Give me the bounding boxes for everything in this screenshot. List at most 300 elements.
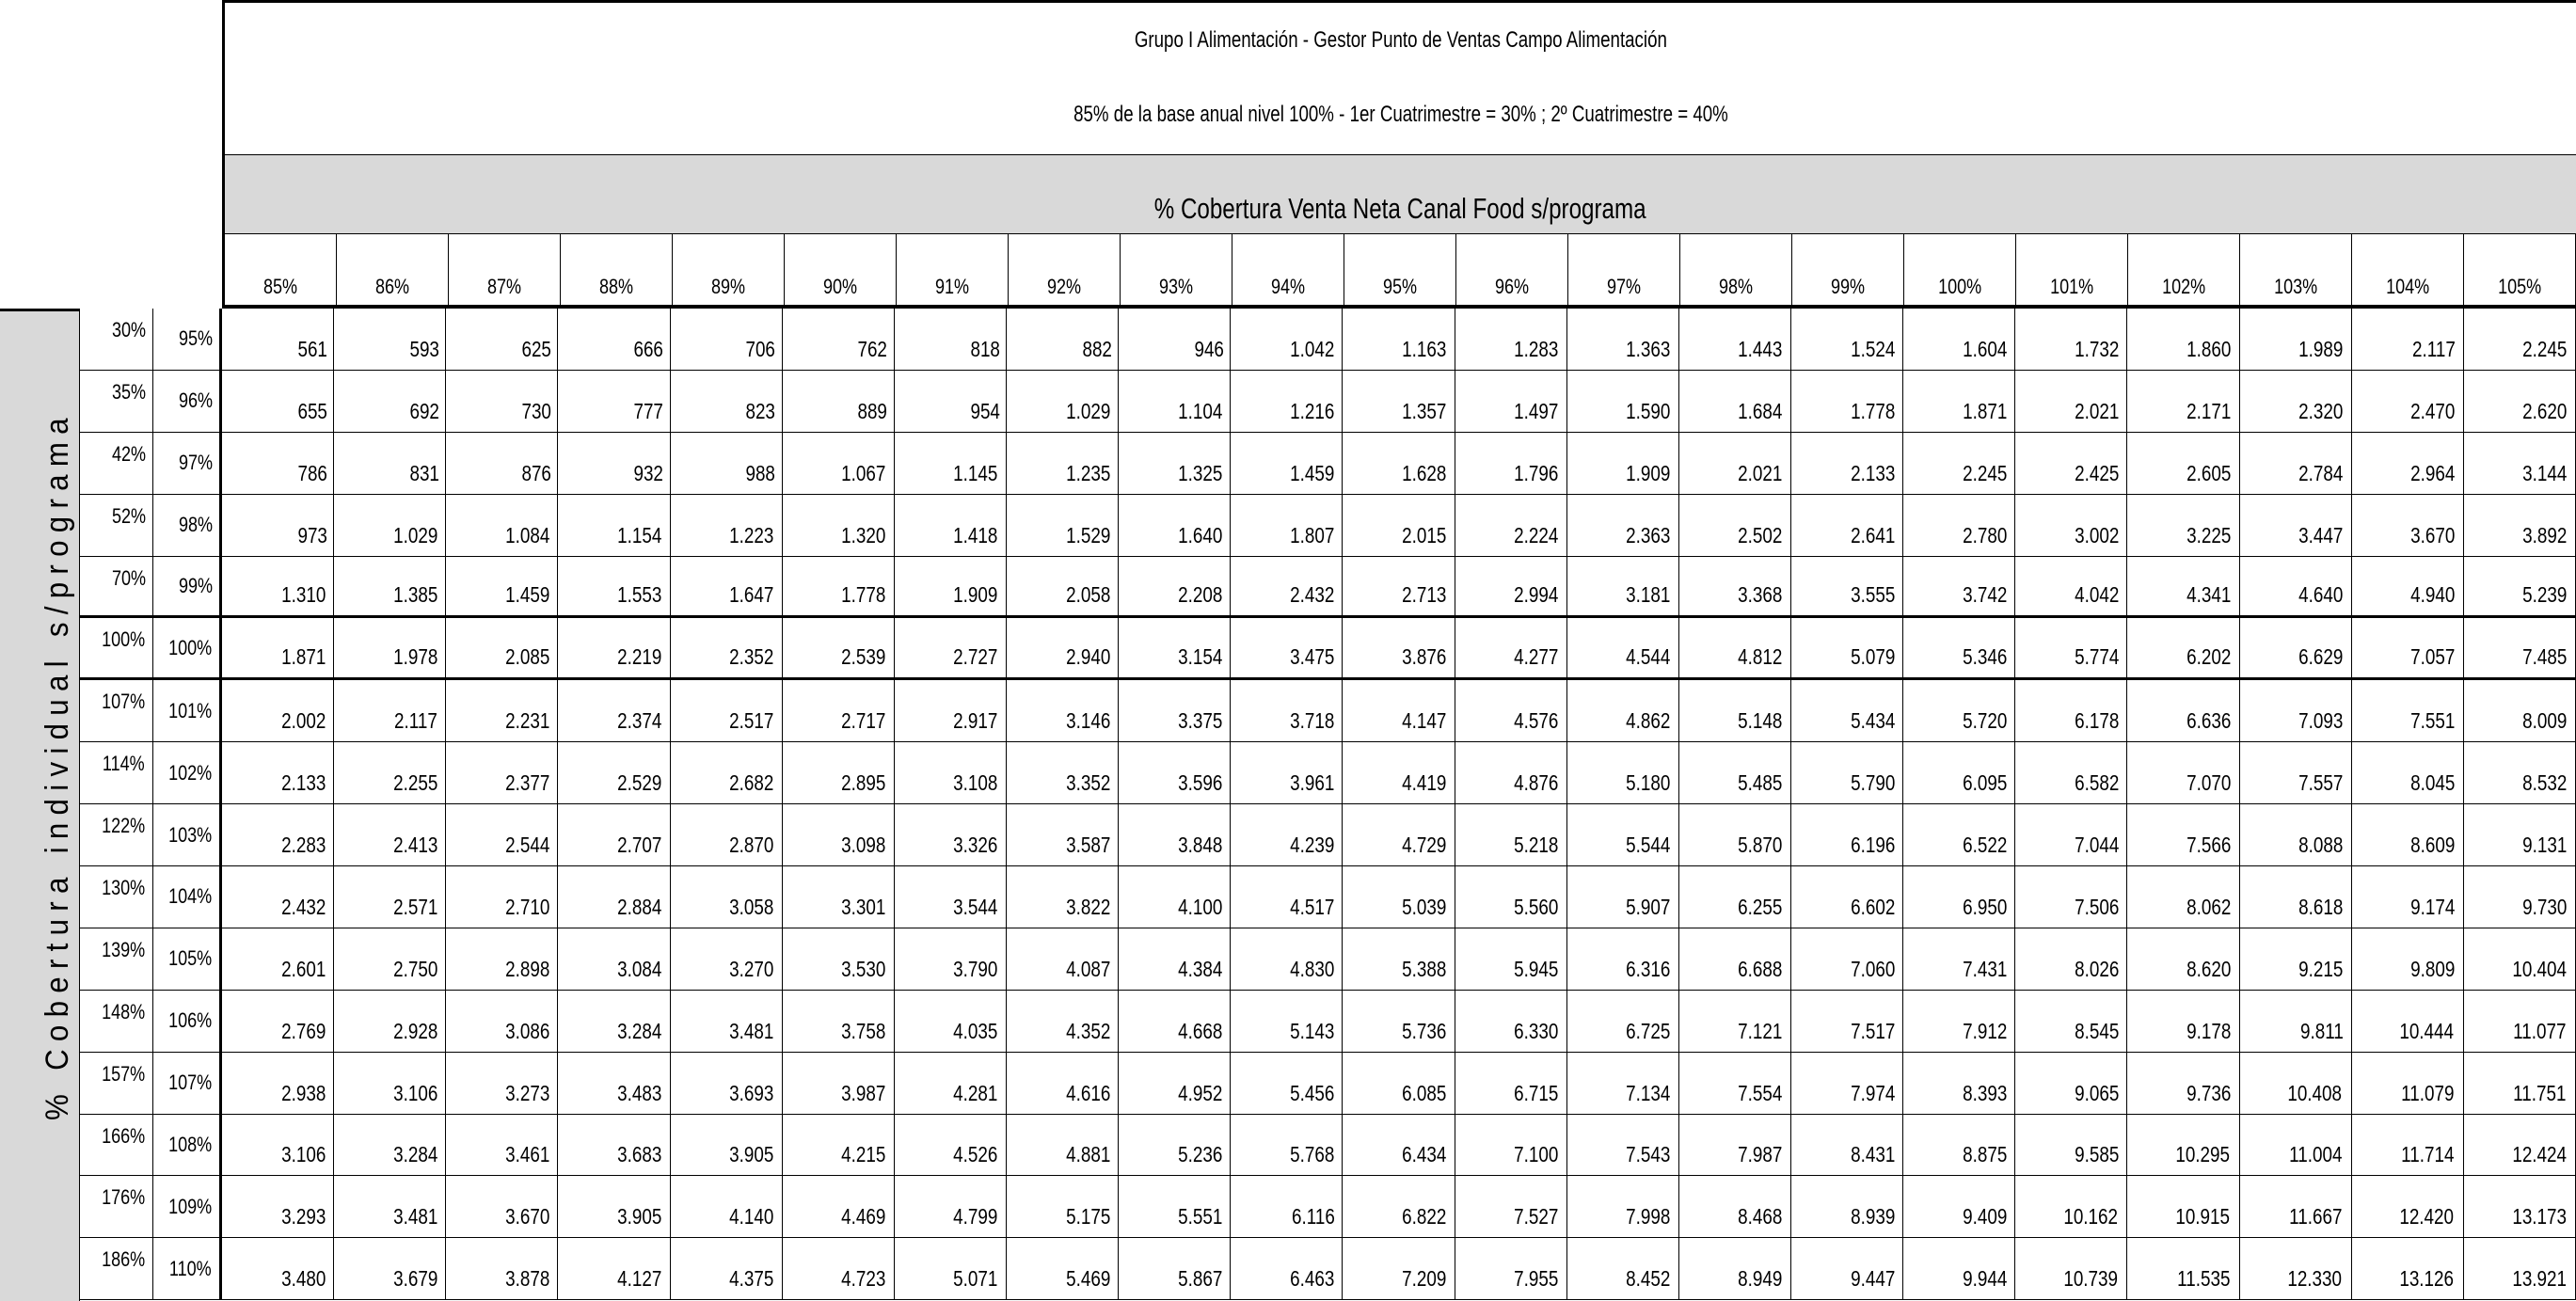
table-cell[interactable] [671,557,783,616]
table-cell[interactable] [1567,866,1679,928]
table-cell[interactable] [783,1238,895,1299]
table-cell[interactable] [1007,1053,1119,1114]
table-cell[interactable] [895,1176,1007,1237]
row-label-individual[interactable] [80,804,153,865]
table-cell[interactable] [2240,1176,2352,1237]
table-cell[interactable] [1455,1115,1567,1176]
table-cell[interactable] [1231,742,1343,803]
table-cell[interactable] [1343,1053,1455,1114]
table-cell[interactable] [2240,495,2352,556]
row-label-level[interactable] [153,1176,222,1237]
table-cell[interactable] [1903,309,2015,370]
table-cell[interactable] [1231,618,1343,677]
table-cell[interactable] [783,433,895,494]
table-cell[interactable] [2240,371,2352,432]
table-cell[interactable] [1007,495,1119,556]
table-cell[interactable] [1791,557,1903,616]
table-cell[interactable] [2015,680,2127,741]
table-cell[interactable] [1679,1176,1791,1237]
table-cell[interactable] [334,309,446,370]
table-cell[interactable] [1343,371,1455,432]
table-cell[interactable] [2127,371,2239,432]
table-cell[interactable] [558,804,670,865]
table-cell[interactable] [222,1176,334,1237]
column-header[interactable] [2016,233,2128,305]
table-cell[interactable] [1343,991,1455,1052]
table-cell[interactable] [1007,680,1119,741]
row-label-level[interactable] [153,309,222,370]
table-cell[interactable] [2015,618,2127,677]
table-cell[interactable] [222,680,334,741]
table-cell[interactable] [558,742,670,803]
table-cell[interactable] [1119,742,1231,803]
table-cell[interactable] [558,991,670,1052]
table-cell[interactable] [2352,371,2464,432]
row-label-level[interactable] [153,742,222,803]
table-cell[interactable] [2127,866,2239,928]
table-cell[interactable] [1007,991,1119,1052]
row-label-individual[interactable] [80,1176,153,1237]
table-cell[interactable] [895,866,1007,928]
column-header[interactable] [1121,233,1232,305]
table-cell[interactable] [222,433,334,494]
column-header[interactable] [2464,233,2576,305]
row-label-individual[interactable] [80,618,153,677]
table-cell[interactable] [2352,433,2464,494]
table-cell[interactable] [1679,309,1791,370]
table-cell[interactable] [895,618,1007,677]
table-cell[interactable] [1231,557,1343,616]
table-cell[interactable] [1791,618,1903,677]
table-cell[interactable] [1231,1238,1343,1299]
table-cell[interactable] [895,804,1007,865]
table-cell[interactable] [1791,742,1903,803]
row-label-level[interactable] [153,618,222,677]
table-cell[interactable] [446,1115,558,1176]
table-cell[interactable] [783,1053,895,1114]
table-cell[interactable] [2464,991,2576,1052]
table-cell[interactable] [1903,866,2015,928]
table-cell[interactable] [1007,1115,1119,1176]
table-cell[interactable] [2352,495,2464,556]
table-cell[interactable] [1679,1238,1791,1299]
table-cell[interactable] [2464,1053,2576,1114]
table-cell[interactable] [2464,804,2576,865]
row-label-individual[interactable] [80,1053,153,1114]
table-cell[interactable] [2352,991,2464,1052]
table-cell[interactable] [2352,804,2464,865]
table-cell[interactable] [1567,928,1679,990]
table-cell[interactable] [895,680,1007,741]
table-cell[interactable] [446,866,558,928]
table-cell[interactable] [222,371,334,432]
table-cell[interactable] [671,804,783,865]
table-cell[interactable] [2240,928,2352,990]
table-cell[interactable] [1119,928,1231,990]
table-cell[interactable] [2240,804,2352,865]
table-cell[interactable] [446,1176,558,1237]
table-cell[interactable] [2127,495,2239,556]
table-cell[interactable] [1791,991,1903,1052]
row-label-individual[interactable] [80,1115,153,1176]
table-cell[interactable] [446,557,558,616]
row-label-level[interactable] [153,1238,222,1299]
table-cell[interactable] [1791,371,1903,432]
table-cell[interactable] [1119,1053,1231,1114]
table-cell[interactable] [1455,928,1567,990]
table-cell[interactable] [222,742,334,803]
table-cell[interactable] [1791,928,1903,990]
table-cell[interactable] [895,1238,1007,1299]
table-cell[interactable] [2127,433,2239,494]
column-header[interactable] [1344,233,1456,305]
table-cell[interactable] [1903,1053,2015,1114]
table-cell[interactable] [1343,1176,1455,1237]
table-cell[interactable] [2015,866,2127,928]
table-cell[interactable] [558,928,670,990]
table-cell[interactable] [1119,618,1231,677]
table-cell[interactable] [2464,309,2576,370]
table-cell[interactable] [2015,1176,2127,1237]
table-cell[interactable] [1679,1053,1791,1114]
table-cell[interactable] [895,742,1007,803]
table-cell[interactable] [1007,557,1119,616]
table-cell[interactable] [1455,804,1567,865]
subtitle-cell[interactable] [222,75,2576,157]
table-cell[interactable] [2127,1053,2239,1114]
table-cell[interactable] [222,1238,334,1299]
column-group-header[interactable] [222,154,2576,233]
table-cell[interactable] [446,928,558,990]
table-cell[interactable] [783,495,895,556]
table-cell[interactable] [2464,928,2576,990]
table-cell[interactable] [1455,866,1567,928]
table-cell[interactable] [2015,1115,2127,1176]
table-cell[interactable] [334,866,446,928]
table-cell[interactable] [1567,1238,1679,1299]
row-label-level[interactable] [153,1115,222,1176]
table-cell[interactable] [1343,1115,1455,1176]
table-cell[interactable] [2464,557,2576,616]
table-cell[interactable] [783,928,895,990]
table-cell[interactable] [334,804,446,865]
table-cell[interactable] [783,1176,895,1237]
table-cell[interactable] [1231,804,1343,865]
table-cell[interactable] [783,1115,895,1176]
table-cell[interactable] [1567,495,1679,556]
table-cell[interactable] [558,309,670,370]
row-label-level[interactable] [153,804,222,865]
column-header[interactable] [1568,233,1680,305]
table-cell[interactable] [558,680,670,741]
table-cell[interactable] [1567,1176,1679,1237]
table-cell[interactable] [558,433,670,494]
table-cell[interactable] [2464,680,2576,741]
table-cell[interactable] [1903,371,2015,432]
table-cell[interactable] [783,866,895,928]
table-cell[interactable] [671,1053,783,1114]
row-label-individual[interactable] [80,371,153,432]
column-header[interactable] [2128,233,2240,305]
table-cell[interactable] [1119,866,1231,928]
table-cell[interactable] [446,309,558,370]
table-cell[interactable] [2127,991,2239,1052]
table-cell[interactable] [1903,1238,2015,1299]
table-cell[interactable] [222,928,334,990]
row-label-individual[interactable] [80,680,153,741]
row-label-individual[interactable] [80,433,153,494]
table-cell[interactable] [2352,557,2464,616]
table-cell[interactable] [671,680,783,741]
table-cell[interactable] [2127,1238,2239,1299]
table-cell[interactable] [2127,309,2239,370]
table-cell[interactable] [1455,991,1567,1052]
table-cell[interactable] [2240,680,2352,741]
table-cell[interactable] [446,495,558,556]
table-cell[interactable] [222,557,334,616]
table-cell[interactable] [1455,742,1567,803]
table-cell[interactable] [1679,928,1791,990]
table-cell[interactable] [1343,680,1455,741]
table-cell[interactable] [1679,742,1791,803]
table-cell[interactable] [1679,618,1791,677]
table-cell[interactable] [1343,495,1455,556]
table-cell[interactable] [1119,1115,1231,1176]
table-cell[interactable] [2127,557,2239,616]
table-cell[interactable] [1343,804,1455,865]
row-label-level[interactable] [153,371,222,432]
table-cell[interactable] [2240,866,2352,928]
row-label-level[interactable] [153,495,222,556]
table-cell[interactable] [1791,1053,1903,1114]
table-cell[interactable] [2127,804,2239,865]
table-cell[interactable] [2015,557,2127,616]
table-cell[interactable] [1343,618,1455,677]
table-cell[interactable] [1903,557,2015,616]
table-cell[interactable] [1455,371,1567,432]
table-cell[interactable] [1231,680,1343,741]
table-cell[interactable] [558,1176,670,1237]
table-cell[interactable] [1007,866,1119,928]
column-header[interactable] [225,233,337,305]
table-cell[interactable] [1903,495,2015,556]
table-cell[interactable] [558,371,670,432]
table-cell[interactable] [334,991,446,1052]
row-label-individual[interactable] [80,991,153,1052]
table-cell[interactable] [222,495,334,556]
table-cell[interactable] [1119,557,1231,616]
table-cell[interactable] [1903,433,2015,494]
table-cell[interactable] [1119,804,1231,865]
table-cell[interactable] [1343,433,1455,494]
row-label-level[interactable] [153,991,222,1052]
table-cell[interactable] [895,1053,1007,1114]
row-label-level[interactable] [153,433,222,494]
title-cell[interactable] [222,0,2576,81]
column-header[interactable] [1904,233,2016,305]
table-cell[interactable] [2240,618,2352,677]
column-header[interactable] [449,233,561,305]
table-cell[interactable] [334,433,446,494]
table-cell[interactable] [2352,866,2464,928]
table-cell[interactable] [2127,1176,2239,1237]
column-header[interactable] [2352,233,2464,305]
table-cell[interactable] [895,928,1007,990]
column-header[interactable] [785,233,897,305]
table-cell[interactable] [895,495,1007,556]
table-cell[interactable] [671,1238,783,1299]
table-cell[interactable] [671,495,783,556]
table-cell[interactable] [1679,1115,1791,1176]
row-label-individual[interactable] [80,309,153,370]
table-cell[interactable] [1455,680,1567,741]
row-label-level[interactable] [153,928,222,990]
table-cell[interactable] [2352,309,2464,370]
table-cell[interactable] [1455,1053,1567,1114]
table-cell[interactable] [2352,680,2464,741]
table-cell[interactable] [334,1176,446,1237]
table-cell[interactable] [1679,680,1791,741]
table-cell[interactable] [2352,742,2464,803]
table-cell[interactable] [1231,1053,1343,1114]
table-cell[interactable] [1567,991,1679,1052]
table-cell[interactable] [1119,991,1231,1052]
table-cell[interactable] [1791,433,1903,494]
table-cell[interactable] [1007,1176,1119,1237]
table-cell[interactable] [334,557,446,616]
table-cell[interactable] [1119,371,1231,432]
table-cell[interactable] [2127,680,2239,741]
table-cell[interactable] [1567,680,1679,741]
table-cell[interactable] [1567,618,1679,677]
table-cell[interactable] [2464,495,2576,556]
table-cell[interactable] [1679,433,1791,494]
table-cell[interactable] [2127,742,2239,803]
table-cell[interactable] [2352,618,2464,677]
table-cell[interactable] [671,433,783,494]
table-cell[interactable] [2015,309,2127,370]
table-cell[interactable] [895,433,1007,494]
table-cell[interactable] [446,1238,558,1299]
table-cell[interactable] [446,433,558,494]
row-label-individual[interactable] [80,495,153,556]
table-cell[interactable] [1903,804,2015,865]
table-cell[interactable] [671,928,783,990]
table-cell[interactable] [1791,309,1903,370]
table-cell[interactable] [334,680,446,741]
table-cell[interactable] [2015,371,2127,432]
table-cell[interactable] [895,991,1007,1052]
table-cell[interactable] [895,371,1007,432]
table-cell[interactable] [334,1238,446,1299]
table-cell[interactable] [1455,433,1567,494]
table-cell[interactable] [2240,742,2352,803]
table-cell[interactable] [1567,309,1679,370]
table-cell[interactable] [1231,371,1343,432]
table-cell[interactable] [671,991,783,1052]
table-cell[interactable] [671,1115,783,1176]
table-cell[interactable] [222,1053,334,1114]
table-cell[interactable] [671,618,783,677]
column-header[interactable] [897,233,1009,305]
table-cell[interactable] [783,309,895,370]
table-cell[interactable] [1567,433,1679,494]
table-cell[interactable] [1343,866,1455,928]
table-cell[interactable] [2127,928,2239,990]
table-cell[interactable] [1007,742,1119,803]
table-cell[interactable] [1119,495,1231,556]
table-cell[interactable] [1567,1053,1679,1114]
row-label-individual[interactable] [80,1238,153,1299]
table-cell[interactable] [222,309,334,370]
table-cell[interactable] [1231,495,1343,556]
table-cell[interactable] [1903,991,2015,1052]
table-cell[interactable] [1455,1176,1567,1237]
table-cell[interactable] [1679,866,1791,928]
table-cell[interactable] [1791,1238,1903,1299]
table-cell[interactable] [1007,433,1119,494]
table-cell[interactable] [783,991,895,1052]
table-cell[interactable] [334,495,446,556]
table-cell[interactable] [446,742,558,803]
table-cell[interactable] [783,557,895,616]
table-cell[interactable] [446,991,558,1052]
table-cell[interactable] [1119,1238,1231,1299]
table-cell[interactable] [1455,557,1567,616]
table-cell[interactable] [2015,495,2127,556]
table-cell[interactable] [222,991,334,1052]
table-cell[interactable] [1679,557,1791,616]
table-cell[interactable] [783,680,895,741]
row-group-header[interactable] [0,309,80,1301]
table-cell[interactable] [2464,866,2576,928]
table-cell[interactable] [2464,1115,2576,1176]
table-cell[interactable] [1455,309,1567,370]
table-cell[interactable] [1903,1176,2015,1237]
table-cell[interactable] [1007,804,1119,865]
table-cell[interactable] [1119,1176,1231,1237]
table-cell[interactable] [446,680,558,741]
table-cell[interactable] [783,804,895,865]
row-label-individual[interactable] [80,742,153,803]
table-cell[interactable] [446,1053,558,1114]
table-cell[interactable] [1231,1115,1343,1176]
row-label-individual[interactable] [80,866,153,928]
table-cell[interactable] [2352,1053,2464,1114]
table-cell[interactable] [1119,680,1231,741]
table-cell[interactable] [446,804,558,865]
table-cell[interactable] [1791,804,1903,865]
table-cell[interactable] [895,309,1007,370]
table-cell[interactable] [1119,433,1231,494]
row-label-level[interactable] [153,1053,222,1114]
table-cell[interactable] [671,742,783,803]
table-cell[interactable] [1679,371,1791,432]
table-cell[interactable] [2464,618,2576,677]
table-cell[interactable] [1455,1238,1567,1299]
table-cell[interactable] [222,866,334,928]
table-cell[interactable] [2464,1176,2576,1237]
table-cell[interactable] [1791,866,1903,928]
table-cell[interactable] [2464,433,2576,494]
table-cell[interactable] [1791,495,1903,556]
table-cell[interactable] [1007,618,1119,677]
table-cell[interactable] [2352,1115,2464,1176]
table-cell[interactable] [558,866,670,928]
table-cell[interactable] [783,742,895,803]
table-cell[interactable] [2240,309,2352,370]
table-cell[interactable] [222,804,334,865]
